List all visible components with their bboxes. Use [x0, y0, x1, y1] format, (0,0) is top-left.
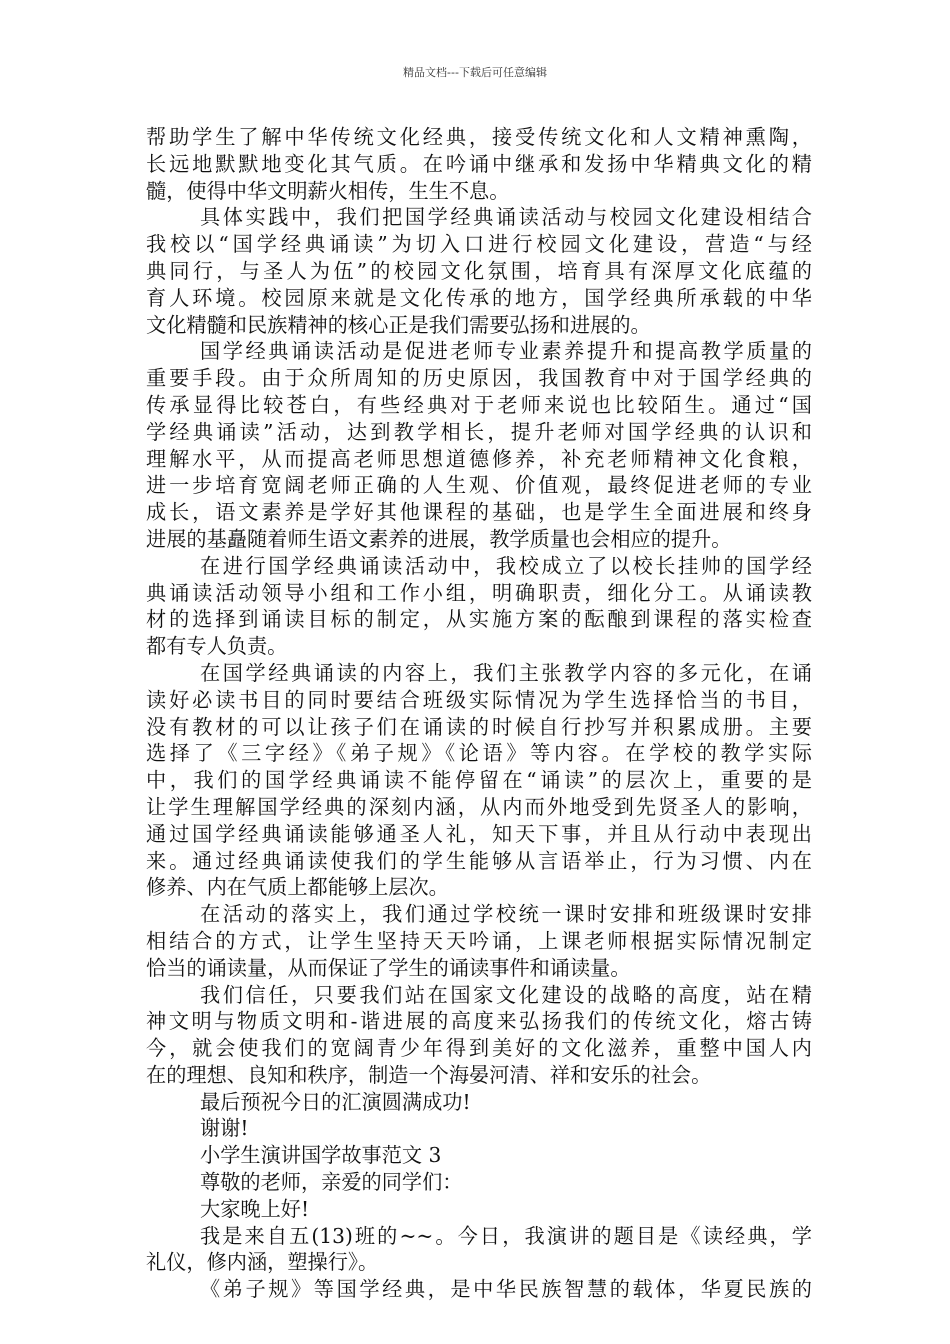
text-line: 选择了《三字经》《弟子规》《论语》等内容。在学校的教学实际	[146, 741, 812, 766]
text-line: 我校以“国学经典诵读”为切入口进行校园文化建设，营造“与经	[146, 232, 812, 257]
text-line: 具体实践中，我们把国学经典诵读活动与校园文化建设相结合	[200, 205, 812, 230]
text-line: 在的理想、良知和秩序，制造一个海晏河清、祥和安乐的社会。	[146, 1062, 712, 1087]
text-line: 都有专人负责。	[146, 634, 288, 659]
text-line: 文化精髓和民族精神的核心正是我们需要弘扬和进展的。	[146, 312, 651, 337]
document-body	[146, 124, 812, 1303]
text-line: 我是来自五(13)班的~~。今日，我演讲的题目是《读经典，学	[200, 1223, 812, 1248]
text-line: 进一步培育宽阔老师正确的人生观、价值观，最终促进老师的专业	[146, 473, 812, 498]
text-line: 读好必读书目的同时要结合班级实际情况为学生选择恰当的书目，	[146, 687, 812, 712]
text-line: 神文明与物质文明和-谐进展的高度来弘扬我们的传统文化，熔古铸	[146, 1009, 812, 1034]
text-line: 重要手段。由于众所周知的历史原因，我国教育中对于国学经典的	[146, 366, 812, 391]
text-line: 恰当的诵读量，从而保证了学生的诵读事件和诵读量。	[146, 955, 631, 980]
text-line: 帮助学生了解中华传统文化经典，接受传统文化和人文精神熏陶，	[146, 125, 812, 149]
text-line: 传承显得比较苍白，有些经典对于老师来说也比较陌生。通过“国	[146, 392, 812, 417]
text-line: 我们信任，只要我们站在国家文化建设的战略的高度，站在精	[200, 982, 812, 1007]
text-line: 国学经典诵读活动是促进老师专业素养提升和提高教学质量的	[200, 339, 812, 364]
text-line: 最后预祝今日的汇演圆满成功!	[200, 1089, 471, 1114]
text-line: 《弟子规》等国学经典，是中华民族智慧的载体，华夏民族的	[200, 1277, 812, 1302]
text-line: 大家晚上好!	[200, 1196, 310, 1221]
text-line: 在活动的落实上，我们通过学校统一课时安排和班级课时安排	[200, 902, 812, 927]
text-line: 髓，使得中华文明薪火相传，生生不息。	[146, 178, 510, 203]
page-header: 精品文档---下载后可任意编辑	[403, 66, 547, 79]
text-line: 在进行国学经典诵读活动中，我校成立了以校长挂帅的国学经	[200, 553, 812, 578]
text-line: 修养、内在气质上都能够上层次。	[146, 875, 449, 900]
text-line: 没有教材的可以让孩子们在诵读的时候自行抄写并积累成册。主要	[146, 714, 812, 739]
text-line: 成长，语文素养是学好其他课程的基础，也是学生全面进展和终身	[146, 500, 812, 525]
text-line: 长远地默默地变化其气质。在吟诵中继承和发扬中华精典文化的精	[146, 151, 812, 176]
text-line: 小学生演讲国学故事范文 3	[200, 1143, 442, 1168]
text-line: 在国学经典诵读的内容上，我们主张教学内容的多元化，在诵	[200, 660, 812, 685]
text-line: 典同行，与圣人为伍”的校园文化氛围，培育具有深厚文化底蕴的	[146, 258, 812, 283]
text-line: 礼仪，修内涵，塑操行》。	[146, 1250, 379, 1275]
text-line: 今，就会使我们的宽阔青少年得到美好的文化滋养，重整中国人内	[146, 1036, 812, 1061]
text-line: 来。通过经典诵读使我们的学生能够从言语举止，行为习惯、内在	[146, 848, 812, 873]
text-line: 育人环境。校园原来就是文化传承的地方，国学经典所承载的中华	[146, 285, 812, 310]
text-line: 相结合的方式，让学生坚持天天吟诵，上课老师根据实际情况制定	[146, 928, 812, 953]
text-line: 让学生理解国学经典的深刻内涵，从内而外地受到先贤圣人的影响，	[146, 794, 812, 819]
text-line: 中，我们的国学经典诵读不能停留在“诵读”的层次上，重要的是	[146, 768, 812, 793]
text-line: 尊敬的老师，亲爱的同学们：	[200, 1170, 463, 1195]
text-line: 典诵读活动领导小组和工作小组，明确职责，细化分工。从诵读教	[146, 580, 812, 605]
text-line: 学经典诵读”活动，达到教学相长，提升老师对国学经典的认识和	[146, 419, 812, 444]
text-line: 通过国学经典诵读能够通圣人礼，知天下事，并且从行动中表现出	[146, 821, 812, 846]
text-line: 谢谢!	[200, 1116, 249, 1141]
text-line: 理解水平，从而提高老师思想道德修养，补充老师精神文化食粮，	[146, 446, 812, 471]
text-line: 进展的基矗随着师生语文素养的进展，教学质量也会相应的提升。	[146, 526, 732, 551]
text-line: 材的选择到诵读目标的制定，从实施方案的酝酿到课程的落实检查	[146, 607, 812, 632]
